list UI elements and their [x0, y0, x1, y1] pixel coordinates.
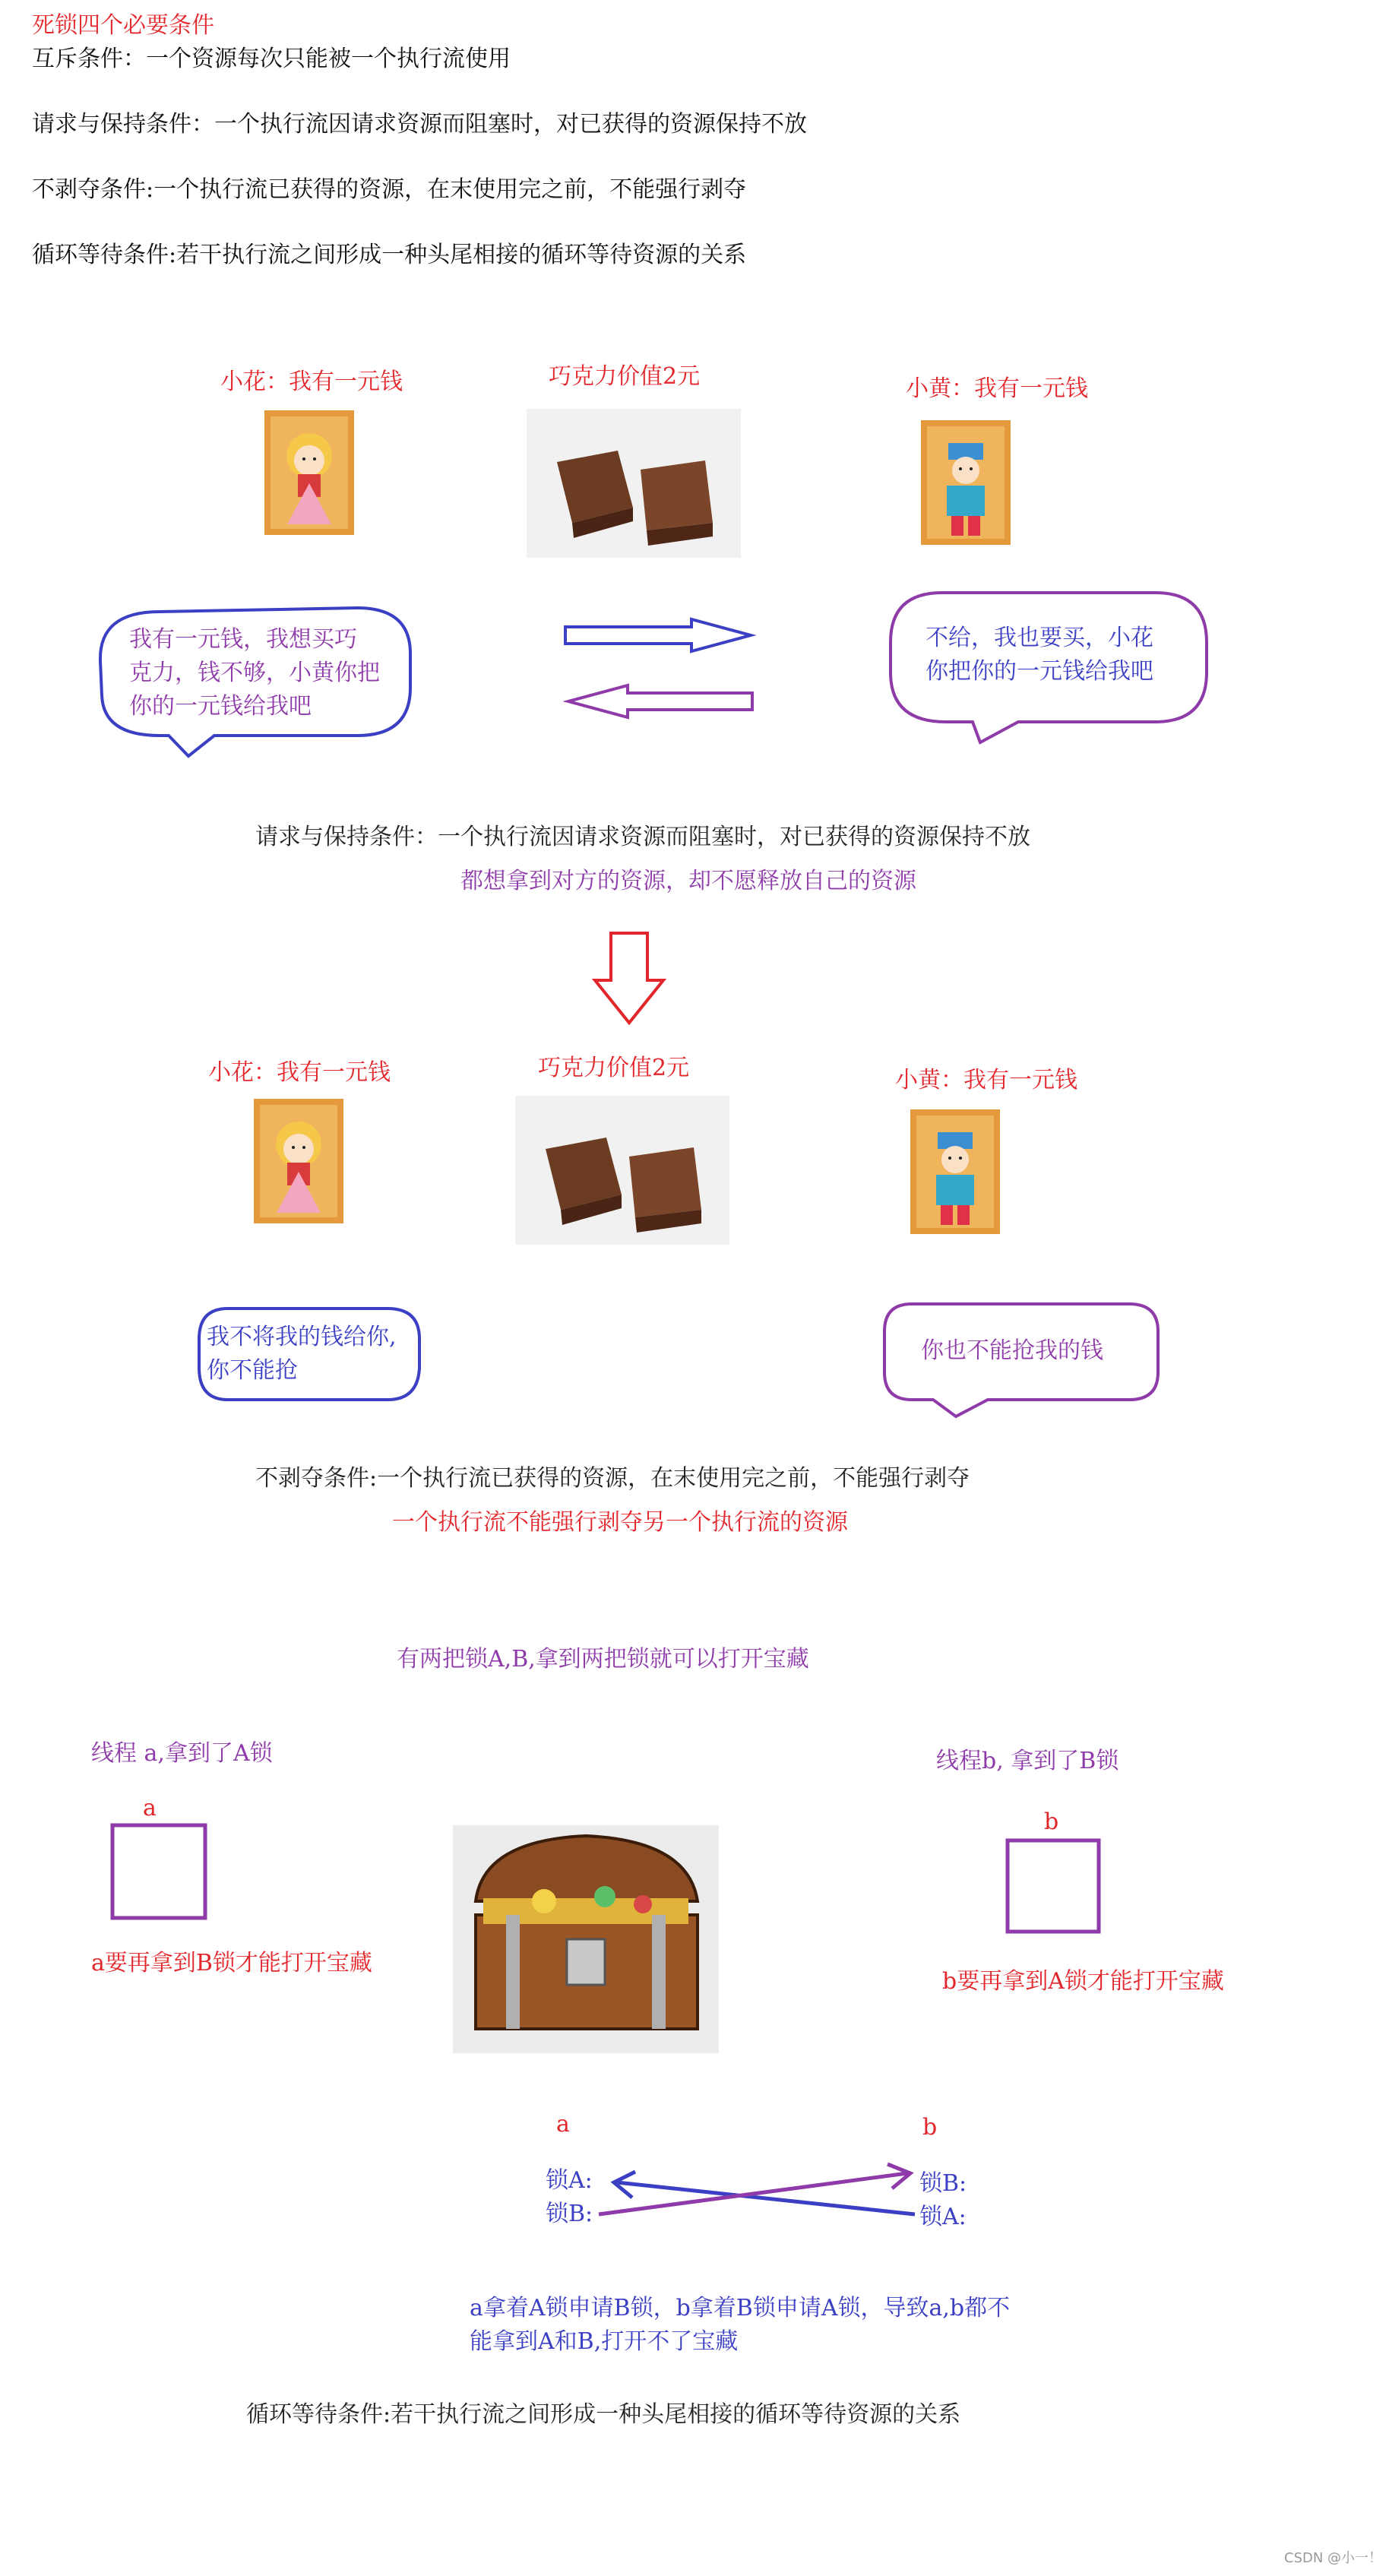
chocolate-label: 巧克力价值2元 [549, 363, 701, 390]
lock-b-box [1008, 1840, 1099, 1932]
right-bubble-line1: 不给，我也要买，小花 [925, 625, 1153, 651]
thread-a-label: 线程 a,拿到了A锁 [91, 1740, 273, 1767]
lock-b-box-label: b [1044, 1809, 1059, 1835]
a-lock-b: 锁B: [546, 2201, 593, 2227]
left-bubble-line2: 克力，钱不够，小黄你把 [129, 660, 380, 686]
treasure-chest-image [453, 1825, 719, 2053]
left-bubble-line3: 你的一元钱给我吧 [129, 693, 312, 720]
scene1-condition: 请求与保持条件：一个执行流因请求资源而阻塞时，对已获得的资源保持不放 [255, 824, 1030, 850]
lock-a-box-label: a [143, 1795, 157, 1821]
explain-line1: a拿着A锁申请B锁，b拿着B锁申请A锁，导致a,b都不 [470, 2295, 1011, 2321]
page-title: 死锁四个必要条件 [32, 12, 214, 39]
explain-line2: 能拿到A和B,打开不了宝藏 [470, 2328, 739, 2355]
lock-a-box [112, 1825, 205, 1918]
condition-no-preemption: 不剥夺条件:一个执行流已获得的资源，在末使用完之前，不能强行剥夺 [32, 176, 747, 203]
arrow-b-to-a [617, 2182, 915, 2214]
thread-b-label: 线程b, 拿到了B锁 [936, 1748, 1119, 1774]
left-bubble2-line2: 你不能抢 [207, 1357, 298, 1384]
condition-hold-and-wait: 请求与保持条件：一个执行流因请求资源而阻塞时，对已获得的资源保持不放 [32, 111, 807, 138]
scene3-condition: 循环等待条件:若干执行流之间形成一种头尾相接的循环等待资源的关系 [246, 2401, 961, 2428]
condition-mutex: 互斥条件：一个资源每次只能被一个执行流使用 [32, 46, 511, 72]
left-bubble2-line1: 我不将我的钱给你, [207, 1324, 397, 1350]
right-bubble2-text: 你也不能抢我的钱 [921, 1337, 1103, 1364]
column-b-label: b [922, 2114, 938, 2141]
scene3-intro: 有两把锁A,B,拿到两把锁就可以打开宝藏 [397, 1646, 809, 1673]
xiaohua-label: 小花：我有一元钱 [220, 369, 403, 395]
scene2-note: 一个执行流不能强行剥夺另一个执行流的资源 [392, 1509, 848, 1536]
watermark: CSDN @小一！ [1284, 2550, 1383, 2566]
chocolate-label-2: 巧克力价值2元 [538, 1055, 690, 1081]
need-a-note: b要再拿到A锁才能打开宝藏 [942, 1968, 1224, 1995]
column-a-label: a [556, 2111, 570, 2138]
b-lock-b: 锁B: [919, 2170, 967, 2197]
right-bubble-line2: 你把你的一元钱给我吧 [925, 658, 1153, 685]
left-bubble-line1: 我有一元钱，我想买巧 [129, 626, 357, 653]
xiaohuang-label-2: 小黄：我有一元钱 [895, 1067, 1077, 1093]
b-lock-a: 锁A: [919, 2204, 967, 2230]
condition-circular-wait: 循环等待条件:若干执行流之间形成一种头尾相接的循环等待资源的关系 [32, 242, 747, 268]
need-b-note: a要再拿到B锁才能打开宝藏 [91, 1950, 372, 1976]
a-lock-a: 锁A: [546, 2167, 593, 2194]
scene1-note: 都想拿到对方的资源，却不愿释放自己的资源 [460, 868, 916, 894]
xiaohua-label-2: 小花：我有一元钱 [208, 1059, 391, 1086]
xiaohuang-label: 小黄：我有一元钱 [906, 375, 1088, 402]
scene2-condition: 不剥夺条件:一个执行流已获得的资源，在末使用完之前，不能强行剥夺 [255, 1465, 970, 1492]
